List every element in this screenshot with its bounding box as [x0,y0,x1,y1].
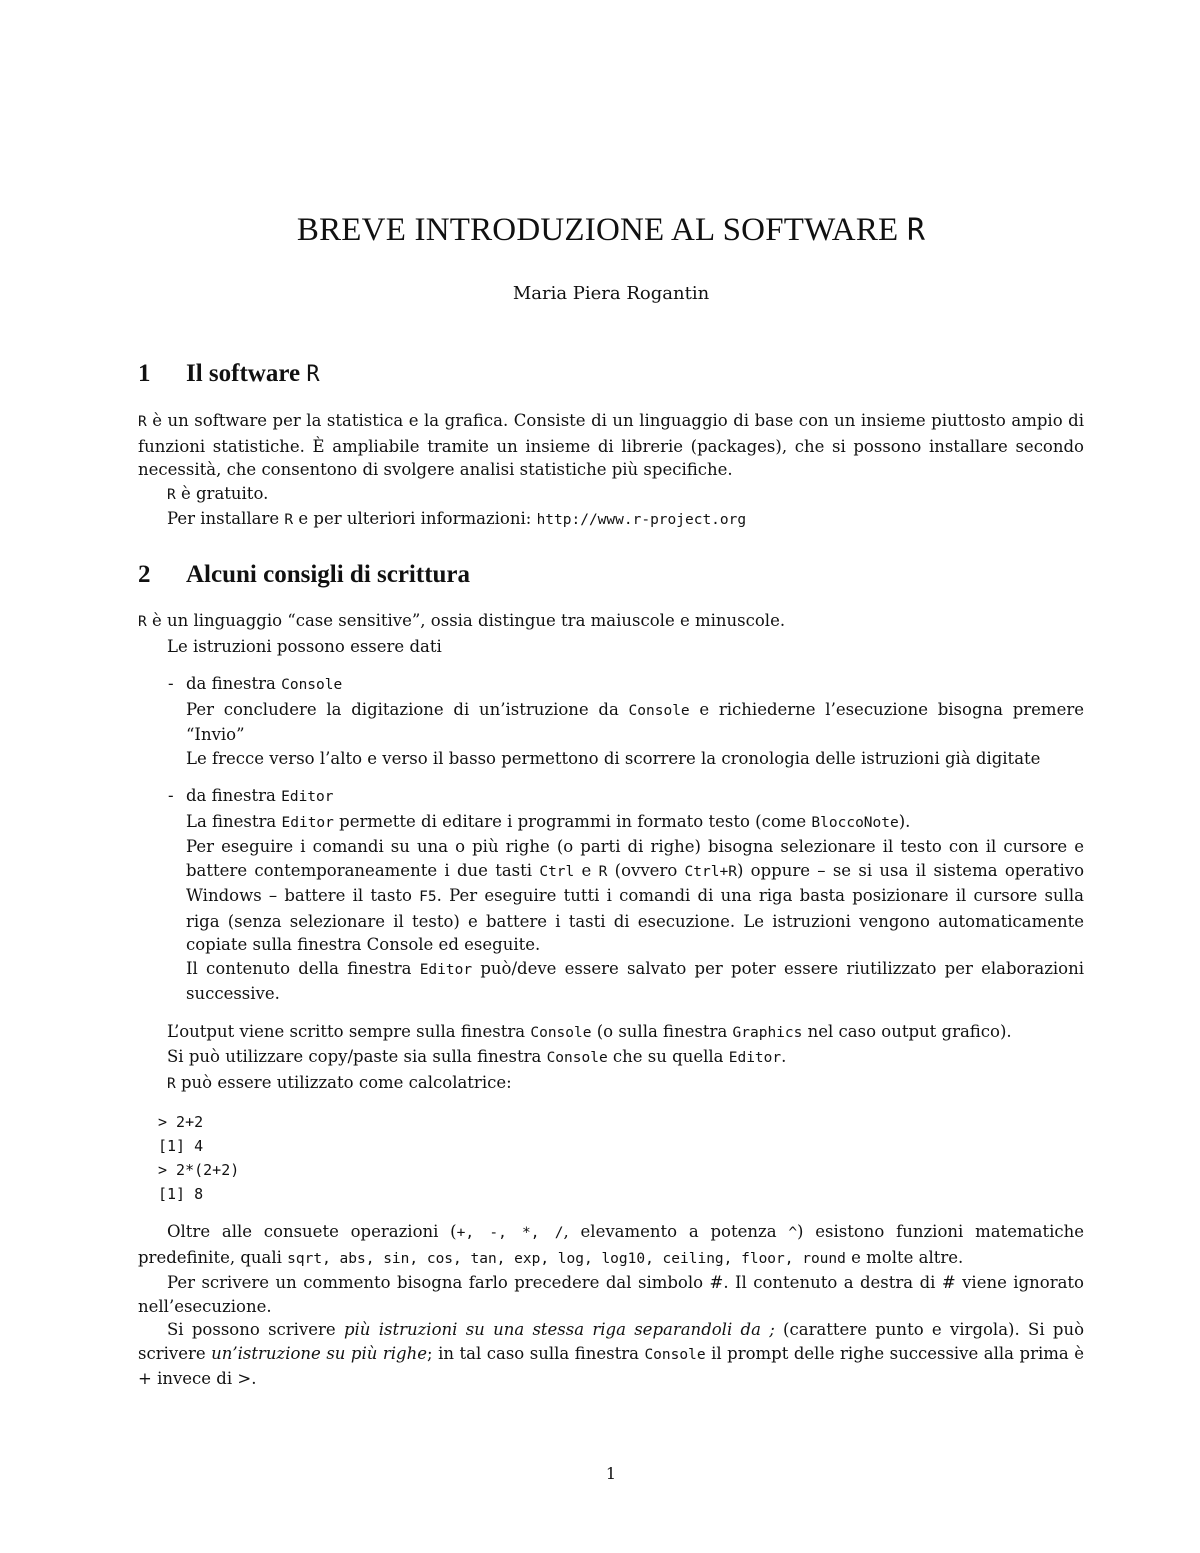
paragraph: Per installare R e per ulteriori informazioni: http://www.r-project.org [167,509,747,528]
paragraph: R è un linguaggio “case sensitive”, ossia distingue tra maiuscole e minuscole. [138,611,786,630]
code-line: > 2+2 [158,1113,204,1131]
author-name: Maria Piera Rogantin [512,283,710,304]
paragraph-group: Oltre alle consuete operazioni (+, -, *, /, elevamento a potenza ^) esistono funzioni matematiche predefinite, quali sqrt, abs, sin, cos, tan, exp, log, log10, ceiling, floor, round e molte altre. Per scrivere un commento bisogna farlo precedere dal simbolo #. Il contenuto a destra di # viene ignorato nell’esecuzione. Si possono scrivere più istruzioni su una stessa riga separandoli da ; (carattere punto e virgola). Si può scrivere un’istruzione su più righe; in tal caso sulla finestra Console il prompt delle righe successive alla prima è + invece di >. [138,1222,1085,1388]
page-number: 1 [605,1464,617,1483]
list-item: - da finestra Editor La finestra Editor permette di editare i programmi in formato testo (come BloccoNote). Per eseguire i comandi su una o più righe (o parti di righe) bisogna selezionare il testo con il cursore e battere contemporaneamente i due tasti Ctrl e R (ovvero Ctrl+R) oppure – se si usa il sistema operativo Windows – battere il tasto F5. Per eseguire tutti i comandi di una riga basta posizionare il cursore sulla riga (senza selezionare il testo) e battere i tasti di esecuzione. Le istruzioni vengono automaticamente copiate sulla finestra Console ed eseguite. Il contenuto della finestra Editor può/deve essere salvato per poter essere riutilizzato per elaborazioni successive. [168,786,1084,1003]
bullet-dash: - [168,786,174,805]
section-2-heading: 2 Alcuni consigli di scrittura [138,561,471,588]
paragraph: R è un software per la statistica e la grafica. Consiste di un linguaggio di base con un insieme piuttosto ampio di funzioni statistiche. È ampliabile tramite un insieme di librerie (packages), che si possono installare secondo necessità, che consentono di svolgere analisi statistiche più specifiche. [138,411,1084,479]
section-2-body [138,609,1084,1391]
section-1-body [138,409,1084,533]
project-url-link[interactable]: http://www.r-project.org [536,512,747,528]
code-block [138,1110,1084,1206]
document-title: BREVE INTRODUZIONE AL SOFTWARE R [296,212,926,248]
code-line: [1] 8 [158,1185,204,1203]
code-line: > 2*(2+2) [158,1161,240,1179]
list-item: - da finestra Console Per concludere la digitazione di un’istruzione da Console e richiederne l’esecuzione bisogna premere “Invio” Le frecce verso l’alto e verso il basso permettono di scorrere la cronologia delle istruzioni già digitate [168,674,1084,768]
bullet-dash: - [168,674,174,693]
paragraph: Le istruzioni possono essere dati [167,636,442,656]
paragraph-group: L’output viene scritto sempre sulla finestra Console (o sulla finestra Graphics nel caso output grafico). Si può utilizzare copy/paste sia sulla finestra Console che su quella Editor. R può essere utilizzato come calcolatrice: [167,1021,1012,1092]
section-1-heading: 1 Il software R [138,360,320,387]
paragraph: R è gratuito. [167,483,269,503]
code-line: [1] 4 [158,1137,204,1155]
